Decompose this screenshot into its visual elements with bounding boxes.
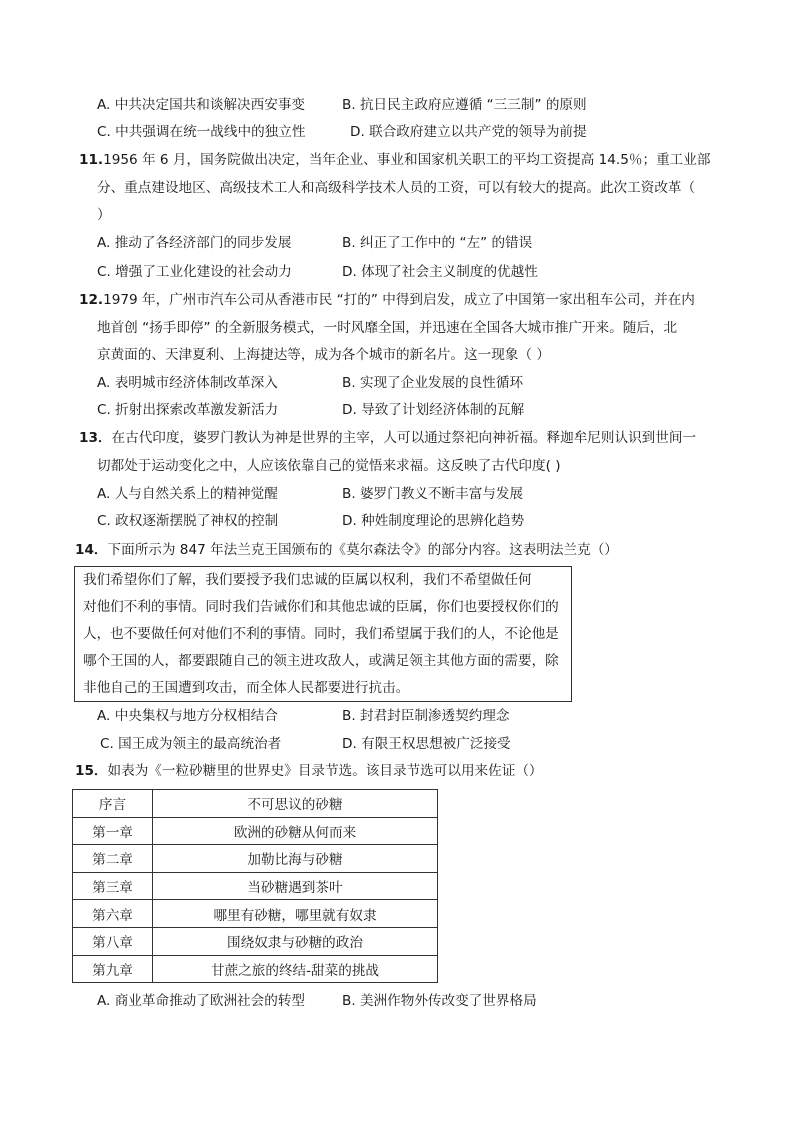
q14-quote-line-2: 对他们不利的事情。同时我们告诫你们和其他忠诚的臣属，你们也要授权你们的 [83,599,559,615]
q12-number: 12. [79,292,104,308]
q15-number: 15． [75,763,108,779]
q11-stem-line-1 [79,150,710,170]
q11-stem-line-3: ） [97,207,111,223]
q12-stem-line-2: 地首创 “扬手即停” 的全新服务模式，一时风靡全国，并迅速在全国各大城市推广开来。随后，北 [97,320,678,336]
table-cell-chapter: 序言 [73,790,153,818]
q14-option-c: C. 国王成为领主的最高统治者 [100,736,282,752]
q14-stem [75,540,618,560]
table-row [73,927,438,955]
table-row [73,790,438,818]
q15-option-b: B. 美洲作物外传改变了世界格局 [342,993,537,1009]
q13-stem-line-2: 切都处于运动变化之中，人应该依靠自己的觉悟来求福。这反映了古代印度( ) [97,458,561,474]
table-row [73,817,438,845]
q11-option-b: B. 纠正了工作中的 “左” 的错误 [342,235,533,251]
q14-source-quote-box [74,566,572,702]
q14-number: 14． [75,542,108,558]
q12-option-b: B. 实现了企业发展的良性循环 [342,375,524,391]
q11-option-c: C. 增强了工业化建设的社会动力 [97,264,292,280]
table-cell-chapter: 第九章 [73,955,153,983]
q11-option-d: D. 体现了社会主义制度的优越性 [342,264,538,280]
q12-stem-line-3: 京黄面的、天津夏利、上海捷达等，成为各个城市的新名片。这一现象（ ） [97,347,550,363]
q13-option-c: C. 政权逐渐摆脱了神权的控制 [97,513,279,529]
table-cell-chapter: 第二章 [73,845,153,873]
table-row [73,900,438,928]
q12-stem-line-1 [79,290,695,310]
q13-text-1: 在古代印度，婆罗门教认为神是世界的主宰，人可以通过祭祀向神祈福。释迦牟尼则认识到世间一 [111,430,697,446]
table-cell-title: 不可思议的砂糖 [153,790,438,818]
table-cell-title: 当砂糖遇到茶叶 [153,872,438,900]
table-cell-title: 加勒比海与砂糖 [153,845,438,873]
q12-option-a: A. 表明城市经济体制改革深入 [97,375,278,391]
q10-option-d: D. 联合政府建立以共产党的领导为前提 [350,124,587,140]
table-cell-title: 甘蔗之旅的终结-甜菜的挑战 [153,955,438,983]
q15-contents-table [72,789,438,983]
q14-quote-line-5: 非他自己的王国遭到攻击，而全体人民都要进行抗击。 [83,680,410,696]
q10-option-b: B. 抗日民主政府应遵循 “三三制” 的原则 [342,97,587,113]
q14-option-a: A. 中央集权与地方分权相结合 [97,708,278,724]
q14-quote-line-3: 人，也不要做任何对他们不利的事情。同时，我们希望属于我们的人，不论他是 [83,626,559,642]
table-row [73,872,438,900]
q14-quote-line-4: 哪个王国的人，都要跟随自己的领主进攻敌人，或满足领主其他方面的需要，除 [83,653,559,669]
q13-option-b: B. 婆罗门教义不断丰富与发展 [342,486,524,502]
q13-number: 13． [79,430,112,446]
table-row [73,955,438,983]
q12-text-1: 1979 年，广州市汽车公司从香港市民 “打的” 中得到启发，成立了中国第一家出租车公司，并在内 [103,292,695,308]
table-cell-chapter: 第一章 [73,817,153,845]
q14-option-b: B. 封君封臣制渗透契约理念 [342,708,510,724]
table-cell-title: 哪里有砂糖，哪里就有奴隶 [153,900,438,928]
q13-option-d: D. 种姓制度理论的思辨化趋势 [342,513,525,529]
q14-option-d: D. 有限王权思想被广泛接受 [342,736,511,752]
table-cell-title: 欧洲的砂糖从何而来 [153,817,438,845]
q10-option-c: C. 中共强调在统一战线中的独立性 [97,124,306,140]
q15-option-a: A. 商业革命推动了欧洲社会的转型 [97,993,306,1009]
q11-number: 11. [79,152,104,168]
q14-quote-line-1: 我们希望你们了解，我们要授予我们忠诚的臣属以权利，我们不希望做任何 [83,572,532,588]
q11-option-a: A. 推动了各经济部门的同步发展 [97,235,292,251]
table-cell-chapter: 第八章 [73,927,153,955]
q12-option-d: D. 导致了计划经济体制的瓦解 [342,402,525,418]
q11-text-1: 1956 年 6 月，国务院做出决定，当年企业、事业和国家机关职工的平均工资提高 14.5％；重工业部 [103,152,711,168]
q11-stem-line-2: 分、重点建设地区、高级技术工人和高级科学技术人员的工资，可以有较大的提高。此次工资改革（ [97,180,696,196]
q14-text: 下面所示为 847 年法兰克王国颁布的《莫尔森法令》的部分内容。这表明法兰克（） [107,542,618,558]
q15-text: 如表为《一粒砂糖里的世界史》目录节选。该目录节选可以用来佐证（） [107,763,543,779]
table-cell-title: 围绕奴隶与砂糖的政治 [153,927,438,955]
q10-option-a: A. 中共决定国共和谈解决西安事变 [97,97,306,113]
table-row [73,845,438,873]
table-cell-chapter: 第三章 [73,872,153,900]
q12-option-c: C. 折射出探索改革激发新活力 [97,402,279,418]
table-cell-chapter: 第六章 [73,900,153,928]
q13-stem-line-1 [79,428,696,448]
q15-stem [75,761,543,781]
q13-option-a: A. 人与自然关系上的精神觉醒 [97,486,278,502]
